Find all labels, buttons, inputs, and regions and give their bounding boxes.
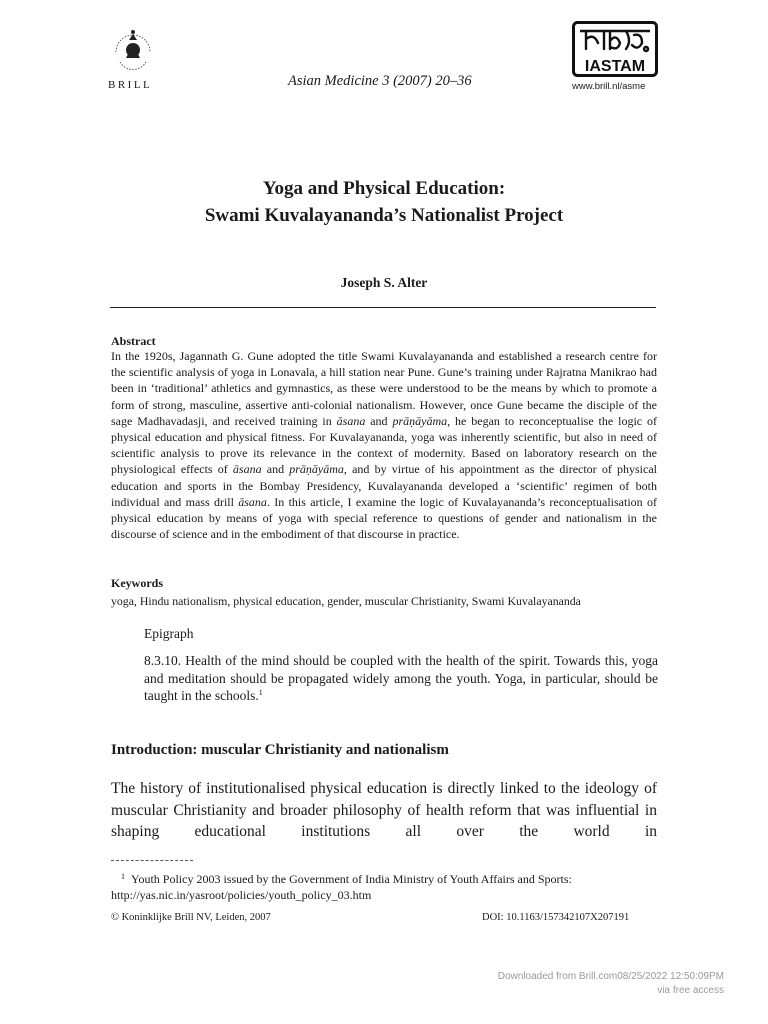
footnote-1 — [111, 869, 657, 903]
publisher-name: BRILL — [108, 79, 153, 91]
footnote-number: 1 — [121, 872, 125, 881]
abstract-part-4: . In this article, I examine the logic of Kuvalayananda’s reconceptualisation of physical education by means of yoga with special reference to questions of gender and nationalism in the discourse of science and in the embodiment of that discourse in practice. — [111, 494, 657, 542]
term-asana: āsana — [336, 413, 366, 428]
iastam-logo-text: IASTAM — [584, 58, 646, 75]
introduction-paragraph: The history of institutionalised physical education is directly linked to the ideology of muscular Christianity and broader philosophy of health reform that was influential in shaping educational institutions all over the world in — [111, 780, 657, 840]
doi[interactable]: DOI: 10.1163/157342107X207191 — [482, 912, 630, 923]
author-name: Joseph S. Alter — [340, 275, 428, 290]
footnote-ref[interactable]: 1 — [258, 688, 263, 697]
keywords-list: yoga, Hindu nationalism, physical education, gender, muscular Christianity, Swami Kuvalayananda — [111, 594, 581, 608]
article-title-line-1: Yoga and Physical Education: — [262, 178, 506, 199]
copyright-notice: © Koninklijke Brill NV, Leiden, 2007 — [111, 912, 271, 923]
section-heading-introduction: Introduction: muscular Christianity and nationalism — [111, 742, 449, 758]
keywords-heading: Keywords — [111, 576, 163, 590]
epigraph-heading: Epigraph — [144, 626, 194, 641]
journal-citation: Asian Medicine 3 (2007) 20–36 — [288, 73, 472, 89]
article-title-line-2: Swami Kuvalayananda’s Nationalist Project — [204, 205, 564, 226]
brill-logo — [102, 22, 164, 74]
abstract-text: In the 1920s, Jagannath G. Gune adopted the title Swami Kuvalayananda and established a research centre for the scientific analysis of yoga in Lonavala, a hill station near Pune. Gune’s training under Rajratna Manikrao had been in ‘traditional’ athletics and gymnastics, as these were understood to be the means by which to promote a form of strong, masculine, assertive anti-colonial nationalism. However, once Gune became the disciple of the sage Madhavadasji, and received training in āsana and prāṇāyāma, he began to reconceptualise the logic of physical education and physical fitness. For Kuvalayananda, yoga was inherently scientific, but also in need of scientific analysis to prove its relevance in the context of modernity. Based on laboratory research on the physiological effects of āsana and prāṇāyāma, and by virtue of his appointment as the director of physical education and sports in the Bombay Presidency, Kuvalayananda developed a ‘scientific’ regimen of both individual and mass drill āsana. In this article, I examine the logic of Kuvalayananda’s reconceptualisation of physical education by means of yoga with special reference to questions of gender and nationalism in the discourse of science and in the embodiment of that discourse in practice. — [111, 349, 657, 542]
title-divider — [110, 307, 656, 308]
abstract-part-1: In the 1920s, Jagannath G. Gune adopted the title Swami Kuvalayananda and established a research centre for the scientific analysis of yoga in Lonavala, a hill station near Pune. Gune’s training under Rajratna Manikrao had been in ‘traditional’ athletics and gymnastics, as these were understood to be the means by which to promote a form of strong, masculine, assertive anti-colonial nationalism. However, once Gune became the disciple of the sage Madhavadasji, and received training in — [111, 349, 657, 428]
download-stamp-line-2: via free access — [657, 985, 724, 996]
iastam-logo — [572, 21, 658, 77]
abstract-heading: Abstract — [111, 334, 156, 348]
abstract-part-3: , and by virtue of his appointment as the director of physical education and sports in the Bombay Presidency, Kuvalayananda developed a ‘scientific’ regimen of both individual and mass drill — [111, 462, 657, 509]
term-pranayama: prāṇāyāma — [392, 413, 448, 428]
download-stamp-line-1: Downloaded from Brill.com08/25/2022 12:50:09PM — [497, 971, 724, 982]
journal-url[interactable]: www.brill.nl/asme — [572, 81, 646, 92]
abstract-part-2: , he began to reconceptualise the logic of physical education and physical fitness. For Kuvalayananda, yoga was inherently scientific, but also in need of scientific analysis to prove its relevance in the context of modernity. Based on laboratory research on the physiological effects of — [111, 413, 657, 477]
epigraph-text: 8.3.10. Health of the mind should be coupled with the health of the spirit. Towards this, yoga and meditation should be propagated widely among the youth. Yoga, in particular, should be taught in the schools.$^1$ — [144, 653, 658, 703]
footnote-divider — [111, 860, 193, 862]
footnote-text: Youth Policy 2003 issued by the Government of India Ministry of Youth Affairs and Sports: http://yas.nic.in/yasroot/policies/youth_policy_03.htm — [111, 872, 572, 902]
